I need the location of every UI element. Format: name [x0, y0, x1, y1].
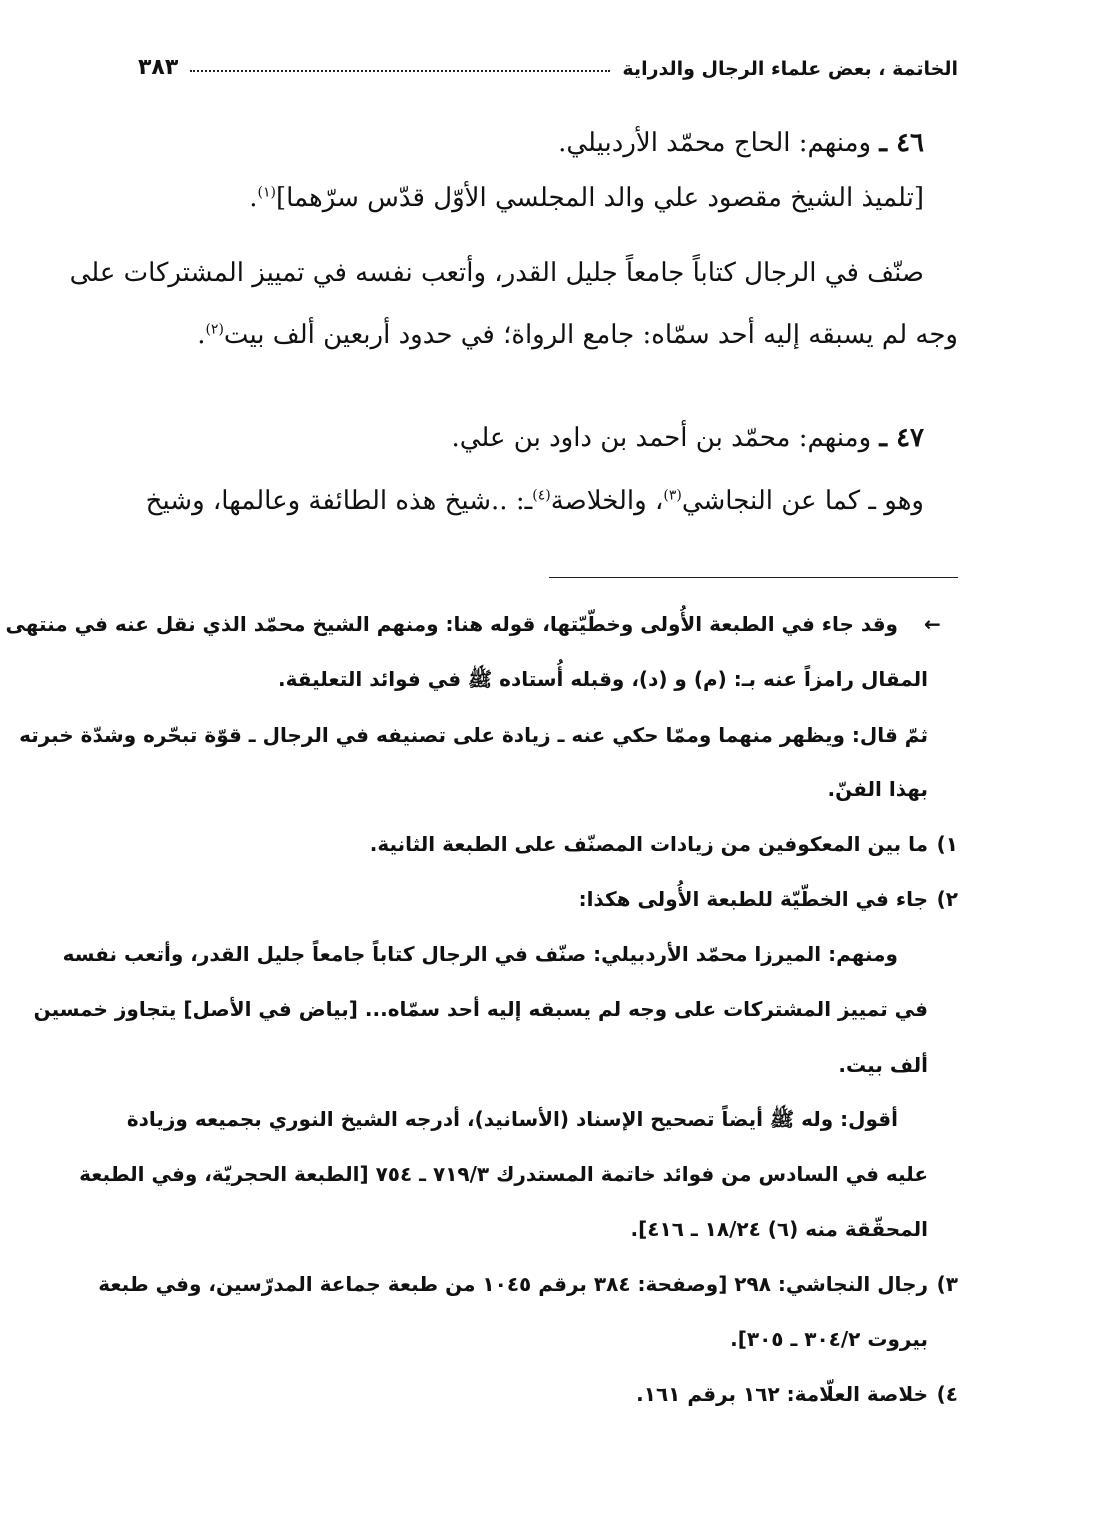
footnote-line: بيروت ٣٠٤/٢ ـ ٣٠٥].	[730, 1327, 928, 1351]
main-text	[69, 0, 958, 560]
entry-47-heading	[138, 423, 924, 453]
footnote-number: ٢)	[936, 887, 958, 911]
footnote-line: ومنهم: الميرزا محمّد الأردبيلي: صنّف في الرجال كتاباً جامعاً جليل القدر، وأتعب نفسه	[62, 942, 898, 966]
entry-47-line	[138, 486, 924, 516]
footnote-number: ١)	[936, 832, 958, 856]
footnote-divider	[549, 577, 958, 578]
text-run: ـ: ..شيخ هذه الطائفة وعالمها، وشيخ	[145, 486, 533, 516]
footnote-line: المقال رامزاً عنه بـ: (م) و (د)، وقبله أُستاده ﷺ في فوائد التعليقة.	[277, 667, 928, 691]
footnote-4: خلاصة العلّامة: ١٦٢ برقم ١٦١.	[636, 1382, 928, 1406]
footnote-number: ٤)	[936, 1382, 958, 1406]
footnote-ref[interactable]: (١)	[257, 184, 276, 201]
footnote-ref[interactable]: (٣)	[663, 487, 682, 504]
text-run: ، والخلاصة	[550, 486, 664, 516]
footnote-ref[interactable]: (٤)	[532, 487, 551, 504]
page-number: ٣٨٣	[138, 55, 179, 80]
footnote-3: رجال النجاشي: ٢٩٨ [وصفحة: ٣٨٤ برقم ١٠٤٥ من طبعة جماعة المدرّسين، وفي طبعة	[98, 1272, 928, 1296]
entry-46-line: وجه لم يسبقه إليه أحد سمّاه: جامع الرواة؛ في حدود أربعين ألف بيت$^{(٢)}$.	[197, 320, 958, 350]
entry-46-line: [تلميذ الشيخ مقصود علي والد المجلسي الأوّل قدّس سرّهما]$^{(١)}$.	[249, 183, 924, 213]
text-run: وهو ـ كما عن النجاشي	[681, 486, 924, 516]
entry-title: ومنهم: الحاج محمّد الأردبيلي.	[558, 128, 872, 158]
footnote-line: المحقّقة منه (٦) ١٨/٢٤ ـ ٤١٦].	[630, 1217, 928, 1241]
footnote-2: جاء في الخطّيّة للطبعة الأُولى هكذا:	[578, 887, 928, 911]
entry-46-line	[69, 258, 958, 288]
header-title: الخاتمة ، بعض علماء الرجال والدراية	[622, 58, 958, 80]
entry-title: ومنهم: محمّد بن أحمد بن داود بن علي.	[451, 423, 872, 453]
footnote-line: ثمّ قال: ويظهر منهما وممّا حكي عنه ـ زيادة على تصنيفه في الرجال ـ قوّة تبحّره وشدّة خبرته	[19, 723, 928, 747]
footnote-line: ألف بيت.	[838, 1053, 928, 1077]
footnote-line: في تمييز المشتركات على وجه لم يسبقه إليه أحد سمّاه... [بياض في الأصل] يتجاوز خمسين	[33, 997, 928, 1021]
footnote-line: بهذا الفنّ.	[827, 777, 928, 801]
footnote-1: ما بين المعكوفين من زيادات المصنّف على الطبعة الثانية.	[369, 832, 928, 856]
text-run: [تلميذ الشيخ مقصود علي والد المجلسي الأوّل قدّس سرّهما]	[275, 183, 924, 213]
footnote-line: أقول: وله ﷺ أيضاً تصحيح الإسناد (الأسانيد)، أدرجه الشيخ النوري بجميعه وزيادة	[126, 1107, 898, 1131]
entry-46-heading	[138, 128, 924, 158]
continuation-arrow: ←	[924, 612, 941, 636]
footnote-line: عليه في السادس من فوائد خاتمة المستدرك ٧١٩/٣ ـ ٧٥٤ [الطبعة الحجريّة، وفي الطبعة	[79, 1162, 928, 1186]
footnote-ref[interactable]: (٢)	[205, 321, 224, 338]
footnote-number: ٣)	[936, 1272, 958, 1296]
entry-number: ٤٦ ـ	[879, 128, 924, 158]
footnote-line: وقد جاء في الطبعة الأُولى وخطّيّتها، قوله هنا: ومنهم الشيخ محمّد الذي نقل عنه في منتهى	[5, 612, 898, 636]
text-run: وجه لم يسبقه إليه أحد سمّاه: جامع الرواة؛ في حدود أربعين ألف بيت	[223, 320, 958, 350]
text-run: صنّف في الرجال كتاباً جامعاً جليل القدر، وأتعب نفسه في تمييز المشتركات على	[69, 258, 924, 288]
entry-number: ٤٧ ـ	[879, 423, 924, 453]
